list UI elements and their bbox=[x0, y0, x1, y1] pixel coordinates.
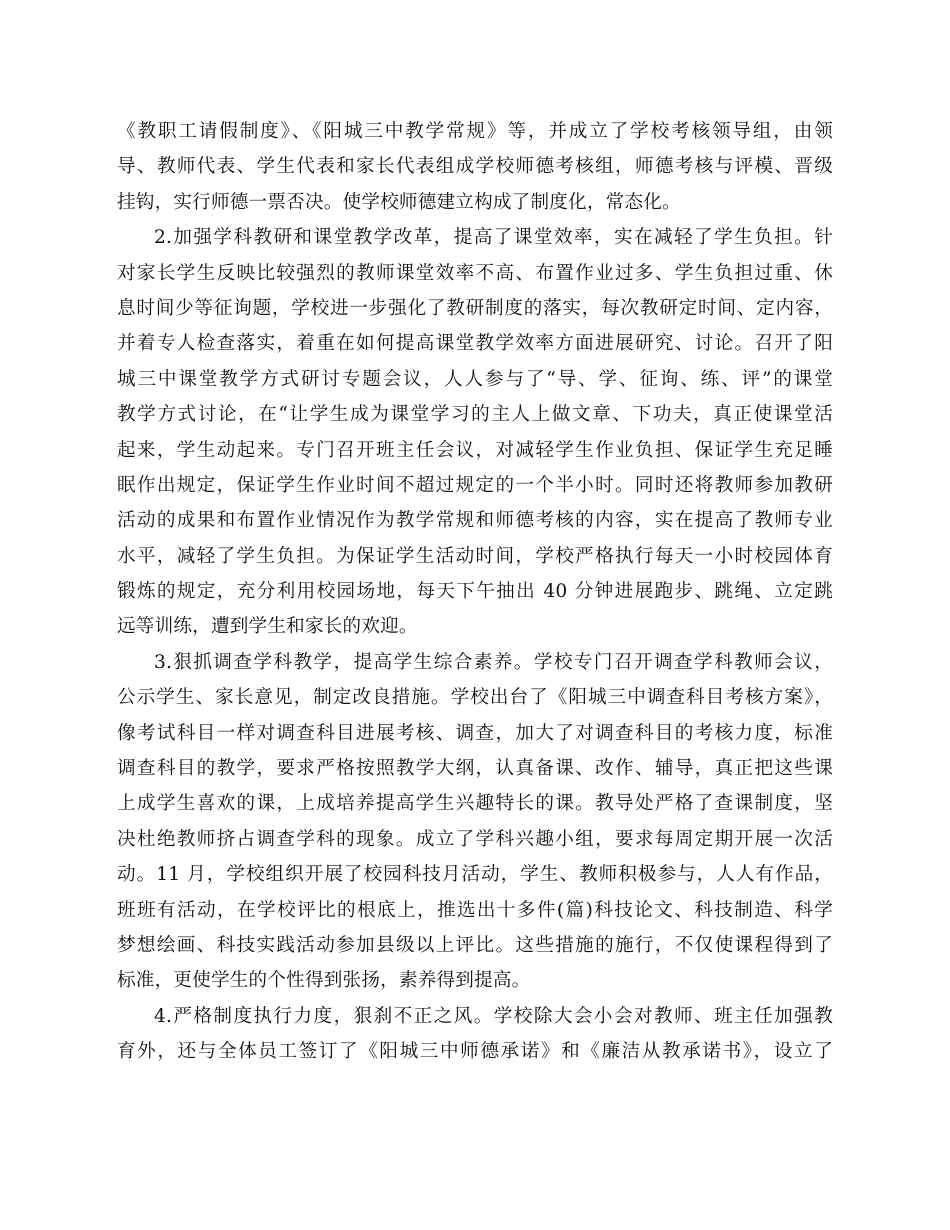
text-line: 2.加强学科教研和课堂教学改革，提高了课堂效率，实在减轻了学生负担。针 bbox=[154, 227, 833, 249]
text-line: 水平，减轻了学生负担。为保证学生活动时间，学校严格执行每天一小时校园体育 bbox=[117, 545, 833, 567]
text-line: 4.严格制度执行力度，狠刹不正之风。学校除大会小会对教师、班主任加强教 bbox=[154, 1005, 833, 1027]
text-line: 挂钩，实行师德一票否决。使学校师德建立构成了制度化，常态化。 bbox=[117, 191, 681, 213]
text-line: 标准，更使学生的个性得到张扬，素养得到提高。 bbox=[117, 970, 531, 992]
text-line: 动。11 月，学校组织开展了校园科技月活动，学生、教师积极参与，人人有作品， bbox=[117, 864, 833, 886]
paragraph-4 bbox=[117, 999, 833, 1070]
text-line: 对家长学生反映比较强烈的教师课堂效率不高、布置作业过多、学生负担过重、休 bbox=[117, 262, 833, 284]
text-line: 教学方式讨论，在“让学生成为课堂学习的主人上做文章、下功夫，真正使课堂活 bbox=[117, 404, 833, 426]
text-line: 像考试科目一样对调查科目进展考核、调查，加大了对调查科目的考核力度，标准 bbox=[117, 722, 833, 744]
text-line: 决杜绝教师挤占调查学科的现象。成立了学科兴趣小组，要求每周定期开展一次活 bbox=[117, 828, 833, 850]
text-line: 公示学生、家长意见，制定改良措施。学校出台了《阳城三中调查科目考核方案》， bbox=[117, 687, 833, 709]
text-line: 眠作出规定，保证学生作业时间不超过规定的一个半小时。同时还将教师参加教研 bbox=[117, 474, 833, 496]
text-line: 调查科目的教学，要求严格按照教学大纲，认真备课、改作、辅导，真正把这些课 bbox=[117, 758, 833, 780]
paragraph-3 bbox=[117, 645, 833, 999]
text-line: 息时间少等征询题，学校进一步强化了教研制度的落实，每次教研定时间、定内容， bbox=[117, 297, 833, 319]
text-line: 锻炼的规定，充分利用校园场地，每天下午抽出 40 分钟进展跑步、跳绳、立定跳 bbox=[117, 581, 833, 603]
text-line: 导、教师代表、学生代表和家长代表组成学校师德考核组，师德考核与评模、晋级 bbox=[117, 156, 833, 178]
text-line: 活动的成果和布置作业情况作为教学常规和师德考核的内容，实在提高了教师专业 bbox=[117, 510, 833, 532]
text-line: 班班有活动，在学校评比的根底上，推选出十多件(篇)科技论文、科技制造、科学 bbox=[117, 899, 833, 921]
paragraph-1 bbox=[117, 114, 833, 220]
paragraph-2 bbox=[117, 220, 833, 645]
text-line: 上成学生喜欢的课，上成培养提高学生兴趣特长的课。教导处严格了查课制度，坚 bbox=[117, 793, 833, 815]
text-line: 梦想绘画、科技实践活动参加县级以上评比。这些措施的施行，不仅使课程得到了 bbox=[117, 934, 833, 956]
document-body bbox=[117, 114, 833, 1070]
text-line: 《教职工请假制度》、《阳城三中教学常规》等，并成立了学校考核领导组，由领 bbox=[117, 121, 833, 142]
text-line: 3.狠抓调查学科教学，提高学生综合素养。学校专门召开调查学科教师会议， bbox=[154, 651, 833, 673]
text-line: 起来，学生动起来。专门召开班主任会议，对减轻学生作业负担、保证学生充足睡 bbox=[117, 439, 833, 461]
text-line: 育外，还与全体员工签订了《阳城三中师德承诺》和《廉洁从教承诺书》，设立了 bbox=[117, 1041, 833, 1063]
text-line: 并着专人检查落实，着重在如何提高课堂教学效率方面进展研究、讨论。召开了阳 bbox=[117, 333, 833, 355]
text-line: 城三中课堂教学方式研讨专题会议，人人参与了“导、学、征询、练、评”的课堂 bbox=[117, 368, 833, 390]
text-line: 远等训练，遭到学生和家长的欢迎。 bbox=[117, 616, 418, 638]
